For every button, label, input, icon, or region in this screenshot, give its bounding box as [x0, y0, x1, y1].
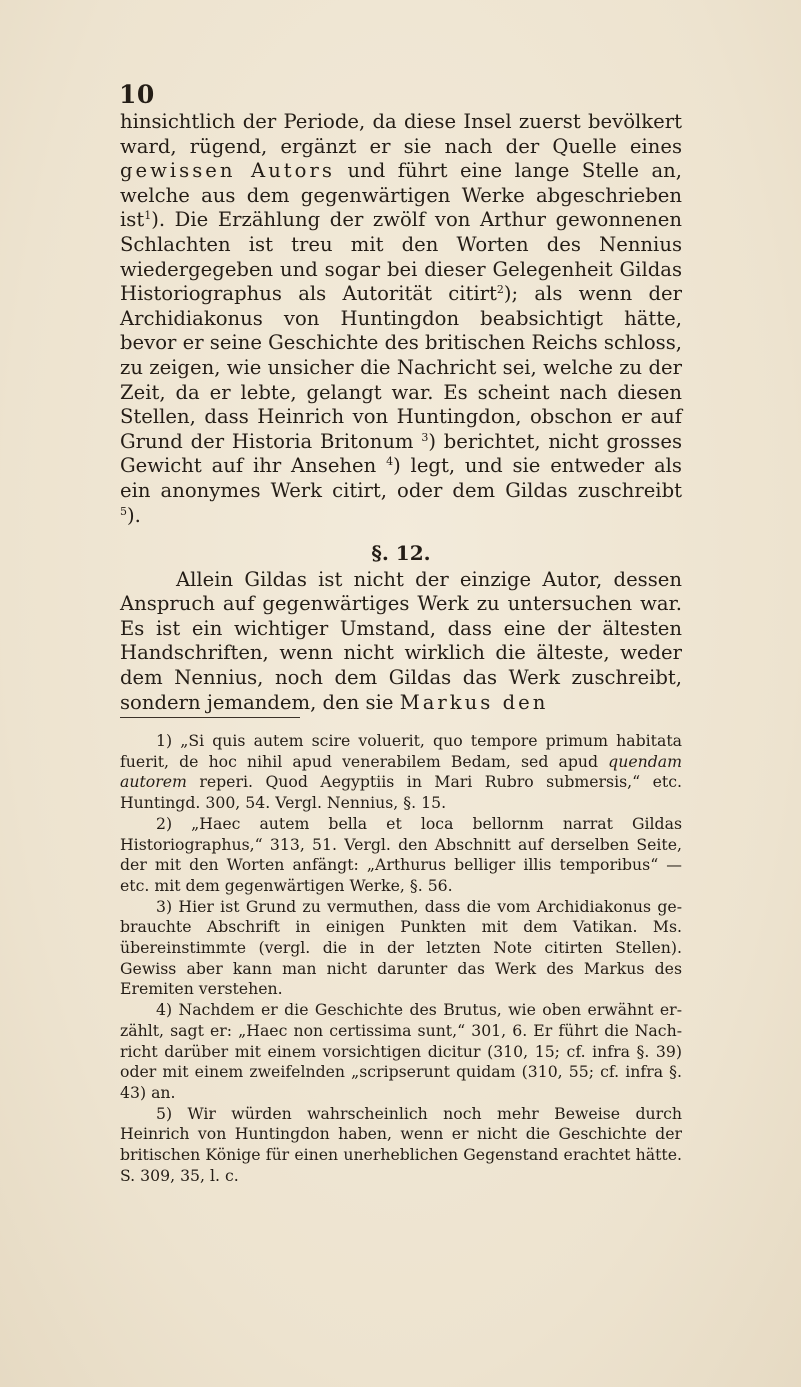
- footnote-ref-4: 4: [386, 455, 394, 469]
- footnote-1-italic: quendam autorem: [120, 751, 682, 792]
- footnote-ref-5: 5: [120, 504, 127, 518]
- main-text: [120, 110, 682, 715]
- paragraph-1-text-b: und führt eine lange Stelle an, welche aus dem gegenwärtigen Werke abgeschrieben ist: [120, 159, 682, 232]
- paragraph-2: [120, 568, 682, 716]
- footnote-4: 4) Nachdem er die Geschichte des Brutus, wie oben erwähnt erzählt, sagt er: „Haec non certissima sunt,“ 301, 6. Er führt die Nachricht darüber mit einem vorsichtigen dicitur (310, 15; cf. infra §. 39) oder mit einem zweifelnden „scripserunt quidam (310, 55; cf. infra §. 43) an.: [120, 1000, 682, 1102]
- paragraph-2-text: Allein Gildas ist nicht der einzige Autor, dessen Anspruch auf gegenwärtiges Werk zu untersuchen war. Es ist ein wichtiger Umstand, dass eine der ältesten Handschriften, wenn nicht wirklich die älteste, weder dem Nennius, noch dem Gildas das Werk zuschreibt, sondern jemandem, den sie: [120, 567, 682, 714]
- paragraph-1-text-d: ); als wenn der Archidiakonus von Huntingdon beabsichtigt hätte, bevor er seine Geschichte des britischen Reichs schloss, zu zeigen, wie unsicher die Nachricht sei, welche zu der Zeit, da er lebte, gelangt war. Es scheint nach diesen Stellen, dass Heinrich von Huntingdon, obschon er auf Grund der Historia Britonum: [120, 282, 683, 453]
- footnote-ref-2: 2: [496, 283, 504, 297]
- footnote-divider: [120, 717, 300, 718]
- paragraph-1: [120, 110, 682, 528]
- paragraph-1-text-a: hinsichtlich der Periode, da diese Insel zuerst bevölkert ward, rügend, ergänzt er sie nach der Quelle eines: [120, 110, 682, 158]
- footnote-1: [120, 731, 682, 814]
- footnote-ref-1: 1: [144, 209, 152, 223]
- page-number: 10: [119, 80, 155, 109]
- footnotes: [120, 731, 682, 1186]
- spaced-emphasis: gewissen Autors: [120, 159, 335, 183]
- spaced-emphasis-2: Markus den: [399, 690, 549, 714]
- footnote-2: 2) „Haec autem bella et loca bellornm narrat Gildas Historiographus,“ 313, 51. Vergl. den Abschnitt auf derselben Seite, der mit den Worten anfängt: „Arthurus belliger illis temporibus“ — etc. mit dem gegenwärtigen Werke, §. 56.: [120, 813, 682, 895]
- footnote-3: 3) Hier ist Grund zu vermuthen, dass die vom Archidiakonus gebrauchte Abschrift in einigen Punkten mit dem Vatikan. Ms. übereinstimmte (vergl. die in der letzten Note citirten Stellen). Gewiss aber kann man nicht darunter das Werk des Markus des Eremiten verstehen.: [120, 896, 682, 999]
- paragraph-1-text-f: ) legt, und sie entweder als ein anonymes Werk citirt, oder dem Gildas zuschreibt: [120, 454, 682, 502]
- paragraph-1-text-g: ).: [127, 503, 141, 527]
- footnote-1-text-b: reperi. Quod Aegyptiis in Mari Rubro submersis,“ etc. Huntingd. 300, 54. Vergl. Nennius, §. 15.: [120, 772, 682, 813]
- paragraph-1-text-c: ). Die Erzählung der zwölf von Arthur gewonnenen Schlachten ist treu mit den Worten des Nennius wiedergegeben und sogar bei dieser Gelegenheit Gildas Historiographus als Autorität citirt: [120, 208, 682, 306]
- section-heading: §. 12.: [371, 541, 431, 566]
- footnote-5: 5) Wir würden wahrscheinlich noch mehr Beweise durch Heinrich von Huntingdon haben, wenn er nicht die Geschichte der britischen Könige für einen unerheblichen Gegenstand erachtet hätte. S. 309, 35, l. c.: [120, 1103, 682, 1185]
- footnote-1-text-a: 1) „Si quis autem scire voluerit, quo tempore primum habitata fuerit, de hoc nihil apud venerabilem Bedam, sed apud: [120, 731, 682, 771]
- paragraph-1-text-e: ) berichtet, nicht grosses Gewicht auf ihr Ansehen: [120, 429, 683, 478]
- footnote-ref-3: 3: [421, 430, 429, 444]
